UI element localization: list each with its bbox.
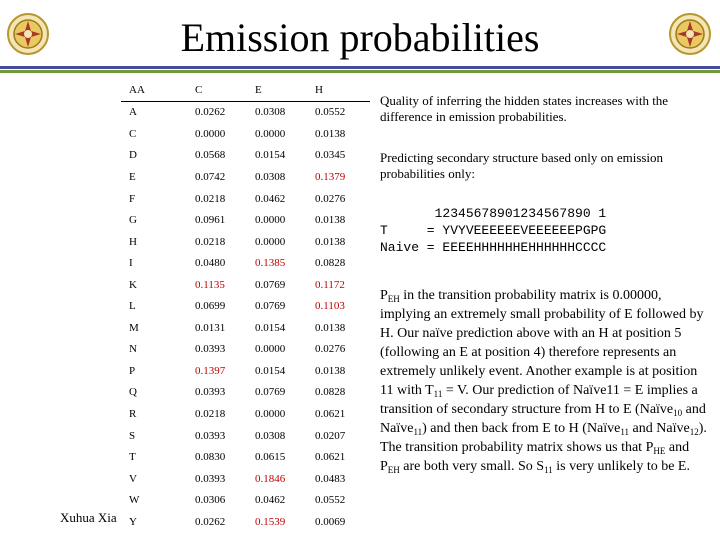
- table-row: [121, 295, 370, 317]
- expl-sub-6: 12: [689, 427, 699, 437]
- table-header-row: [121, 79, 370, 101]
- emission-probability-table: [121, 79, 370, 532]
- cell-c: 0.0699: [195, 300, 226, 313]
- expl-sub-1: EH: [387, 294, 400, 304]
- cell-h: 0.0552: [315, 494, 346, 507]
- cell-e: 0.0154: [255, 321, 286, 334]
- cell-c: 0.0131: [195, 321, 226, 334]
- cell-aa: E: [129, 170, 136, 183]
- table-row: [121, 468, 370, 490]
- cell-aa: M: [129, 321, 139, 334]
- naive-prediction: Naive = EEEEHHHHHHEHHHHHHCCCC: [380, 240, 607, 255]
- cell-c: 0.0306: [195, 494, 226, 507]
- true-sequence: T = YVYVEEEEEEVEEEEEEPGPG: [380, 223, 607, 238]
- cell-c: 0.0393: [195, 429, 226, 442]
- cell-aa: R: [129, 407, 137, 420]
- position-ruler: 12345678901234567890 1: [380, 206, 607, 221]
- table-row: [121, 274, 370, 296]
- cell-c: 0.0262: [195, 515, 226, 528]
- cell-aa: C: [129, 127, 137, 140]
- cell-aa: A: [129, 106, 137, 119]
- table-row: [121, 123, 370, 145]
- cell-e: 0.0769: [255, 386, 286, 399]
- expl-text-4: and Naïve: [380, 402, 706, 436]
- cell-c: 0.0262: [195, 106, 226, 119]
- expl-text-1: P: [380, 288, 388, 303]
- cell-e: 0.0769: [255, 278, 286, 291]
- header-h: H: [315, 79, 370, 101]
- cell-c: 0.0218: [195, 235, 226, 248]
- cell-e: 0.0000: [255, 235, 286, 248]
- table-row: [121, 489, 370, 511]
- slide-title: Emission probabilities: [180, 15, 540, 60]
- cell-h: 0.0138: [315, 321, 346, 334]
- author-name: Xuhua Xia: [60, 510, 117, 525]
- cell-h: 0.0828: [315, 386, 346, 399]
- cell-c: 0.1397: [195, 364, 226, 377]
- expl-text-10: is very unlikely to be E.: [552, 459, 690, 474]
- cell-h: 0.0138: [315, 364, 346, 377]
- expl-sub-3: 10: [673, 408, 683, 418]
- sequence-alignment: [380, 205, 606, 256]
- cell-h: 0.0138: [315, 214, 346, 227]
- cell-c: 0.0218: [195, 407, 226, 420]
- cell-aa: T: [129, 451, 136, 464]
- quality-note: Quality of inferring the hidden states increases with the difference in emission probabilities.: [380, 93, 669, 124]
- cell-e: 0.0462: [255, 192, 286, 205]
- cell-e: 0.0462: [255, 494, 286, 507]
- cell-aa: H: [129, 235, 137, 248]
- cell-h: 0.0069: [315, 515, 346, 528]
- cell-h: 0.1379: [315, 170, 346, 183]
- cell-e: 0.0000: [255, 343, 286, 356]
- cell-h: 0.0276: [315, 192, 346, 205]
- table-row: [121, 360, 370, 382]
- cell-e: 0.0615: [255, 451, 286, 464]
- table-row: [121, 188, 370, 210]
- expl-text-7: ). The transition probability matrix shows us that P: [380, 421, 707, 455]
- cell-e: 0.0154: [255, 149, 286, 162]
- table-row: [121, 166, 370, 188]
- table-row: [121, 339, 370, 361]
- table-row: [121, 145, 370, 167]
- cell-aa: V: [129, 472, 137, 485]
- table-row: [121, 252, 370, 274]
- cell-c: 0.0000: [195, 127, 226, 140]
- expl-sub-2: 11: [433, 389, 443, 399]
- cell-h: 0.0345: [315, 149, 346, 162]
- cell-h: 0.0828: [315, 257, 346, 270]
- cell-e: 0.1385: [255, 257, 286, 270]
- title-rule-blue: [0, 66, 720, 69]
- prediction-intro: Predicting secondary structure based only on emission probabilities only:: [380, 150, 664, 181]
- cell-c: 0.0830: [195, 451, 226, 464]
- table-body: [121, 101, 370, 532]
- expl-sub-8: EH: [387, 465, 400, 475]
- cell-e: 0.0000: [255, 214, 286, 227]
- cell-aa: K: [129, 278, 137, 291]
- cell-aa: L: [129, 300, 136, 313]
- table-row: [121, 403, 370, 425]
- cell-e: 0.0308: [255, 429, 286, 442]
- cell-h: 0.0138: [315, 235, 346, 248]
- table-row: [121, 382, 370, 404]
- cell-h: 0.0621: [315, 407, 346, 420]
- cell-e: 0.0154: [255, 364, 286, 377]
- cell-h: 0.0138: [315, 127, 346, 140]
- expl-text-8: and P: [380, 440, 690, 474]
- table-row: [121, 446, 370, 468]
- cell-h: 0.0207: [315, 429, 346, 442]
- cell-aa: P: [129, 364, 136, 377]
- cell-c: 0.0480: [195, 257, 226, 270]
- table-row: [121, 511, 370, 533]
- expl-text-5: ) and then back from E to H (Naïve: [422, 421, 621, 436]
- header-aa: AA: [121, 79, 195, 101]
- cell-aa: G: [129, 214, 137, 227]
- cell-aa: N: [129, 343, 137, 356]
- cell-e: 0.1539: [255, 515, 286, 528]
- cell-c: 0.0568: [195, 149, 226, 162]
- cell-e: 0.0308: [255, 106, 286, 119]
- cell-h: 0.0621: [315, 451, 346, 464]
- cell-aa: I: [129, 257, 133, 270]
- cell-h: 0.1172: [315, 278, 345, 291]
- cell-c: 0.1135: [195, 278, 225, 291]
- table-row: [121, 317, 370, 339]
- header-e: E: [255, 79, 315, 101]
- cell-e: 0.1846: [255, 472, 286, 485]
- cell-c: 0.0742: [195, 170, 226, 183]
- cell-h: 0.0276: [315, 343, 346, 356]
- cell-c: 0.0393: [195, 343, 226, 356]
- explanation-paragraph: [380, 286, 712, 476]
- expl-sub-5: 11: [620, 427, 630, 437]
- expl-text-2: in the transition probability matrix is 0.00000, implying an extremely small probability of E followed by H. Our naïve prediction above with an H at position 5 (following an E at position 4) therefore represents an extremely unlikely event. Another example is at position 11 with T: [380, 288, 704, 398]
- cell-h: 0.0552: [315, 106, 346, 119]
- cell-e: 0.0000: [255, 127, 286, 140]
- table-row: [121, 209, 370, 231]
- cell-h: 0.0483: [315, 472, 346, 485]
- cell-e: 0.0000: [255, 407, 286, 420]
- expl-text-3: = V. Our prediction of Naïve11 = E implies a transition of secondary structure from H to E (Naïve: [380, 383, 698, 417]
- cell-c: 0.0961: [195, 214, 226, 227]
- cell-aa: S: [129, 429, 136, 442]
- header-c: C: [195, 79, 255, 101]
- table-row: [121, 101, 370, 123]
- cell-e: 0.0308: [255, 170, 286, 183]
- cell-c: 0.0393: [195, 386, 226, 399]
- table-row: [121, 231, 370, 253]
- expl-text-6: and Naïve: [629, 421, 690, 436]
- cell-aa: W: [129, 494, 140, 507]
- expl-sub-9: 11: [544, 465, 553, 475]
- cell-c: 0.0218: [195, 192, 226, 205]
- cell-aa: Y: [129, 515, 137, 528]
- cell-h: 0.1103: [315, 300, 345, 313]
- expl-sub-4: 11: [413, 427, 423, 437]
- title-rule-green: [0, 70, 720, 73]
- table-row: [121, 425, 370, 447]
- cell-c: 0.0393: [195, 472, 226, 485]
- cell-e: 0.0769: [255, 300, 286, 313]
- cell-aa: F: [129, 192, 136, 205]
- cell-aa: Q: [129, 386, 137, 399]
- expl-text-9: are both very small. So S: [399, 459, 545, 474]
- expl-sub-7: HE: [653, 446, 666, 456]
- cell-aa: D: [129, 149, 137, 162]
